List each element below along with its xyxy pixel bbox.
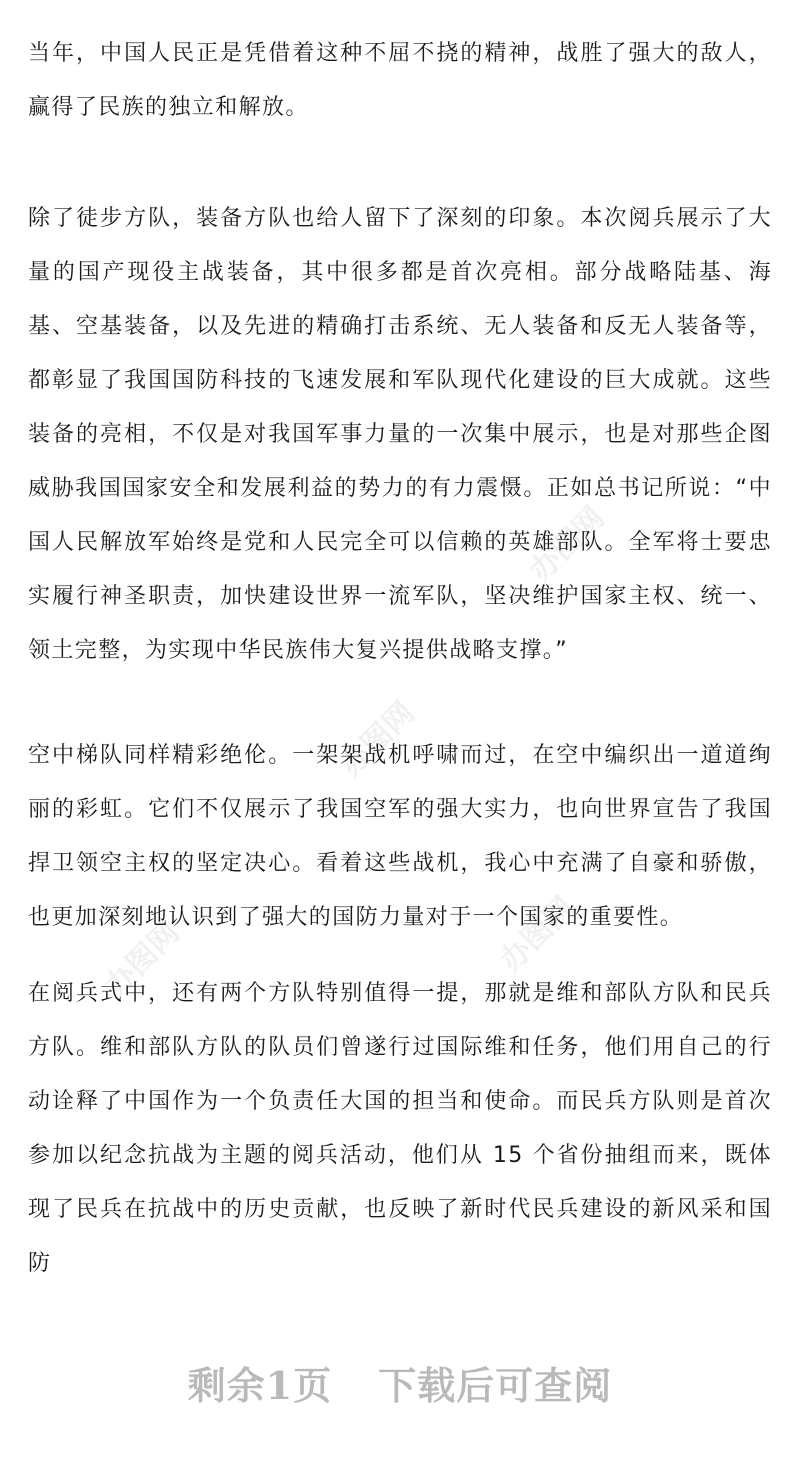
watermark: 办图网 <box>523 500 612 589</box>
paragraph-4: 在阅兵式中，还有两个方队特别值得一提，那就是维和部队方队和民兵方队。维和部队方队的队员们曾遂行过国际维和任务，他们用自己的行动诠释了中国作为一个负责任大国的担当和使命。而民兵方队则是首次参加以纪念抗战为主题的阅兵活动，他们从 15 个省份抽组而来，既体现了民兵在抗战中的历史贡献，也反映了新时代民兵建设的新风采和国防 <box>28 981 772 1276</box>
paragraph-1: 当年，中国人民正是凭借着这种不屈不挠的精神，战胜了强大的敌人，赢得了民族的独立和解放。 <box>28 41 772 120</box>
watermark: 办图网 <box>333 695 422 784</box>
watermark: 办图网 <box>493 890 582 979</box>
watermark: 办图网 <box>98 915 187 1004</box>
remaining-pages-label: 剩余1页 <box>187 1363 333 1408</box>
paragraph-2: 除了徒步方队，装备方队也给人留下了深刻的印象。本次阅兵展示了大量的国产现役主战装备，其中很多都是首次亮相。部分战略陆基、海基、空基装备，以及先进的精确打击系统、无人装备和反无人装备等，都彰显了我国国防科技的飞速发展和军队现代化建设的巨大成就。这些装备的亮相，不仅是对我国军事力量的一次集中展示，也是对那些企图威胁我国国家安全和发展利益的势力的有力震慑。正如总书记所说：“中国人民解放军始终是党和人民完全可以信赖的英雄部队。全军将士要忠实履行神圣职责，加快建设世界一流军队，坚决维护国家主权、统一、领土完整，为实现中华民族伟大复兴提供战略支撑。” <box>28 206 772 663</box>
download-to-view-label: 下载后可查阅 <box>378 1363 613 1408</box>
paragraph-3: 空中梯队同样精彩绝伦。一架架战机呼啸而过，在空中编织出一道道绚丽的彩虹。它们不仅展示了我国空军的强大实力，也向世界宣告了我国捍卫领空主权的坚定决心。看着这些战机，我心中充满了自豪和骄傲，也更加深刻地认识到了强大的国防力量对于一个国家的重要性。 <box>28 743 772 930</box>
remaining-pages-notice <box>0 1355 800 1410</box>
